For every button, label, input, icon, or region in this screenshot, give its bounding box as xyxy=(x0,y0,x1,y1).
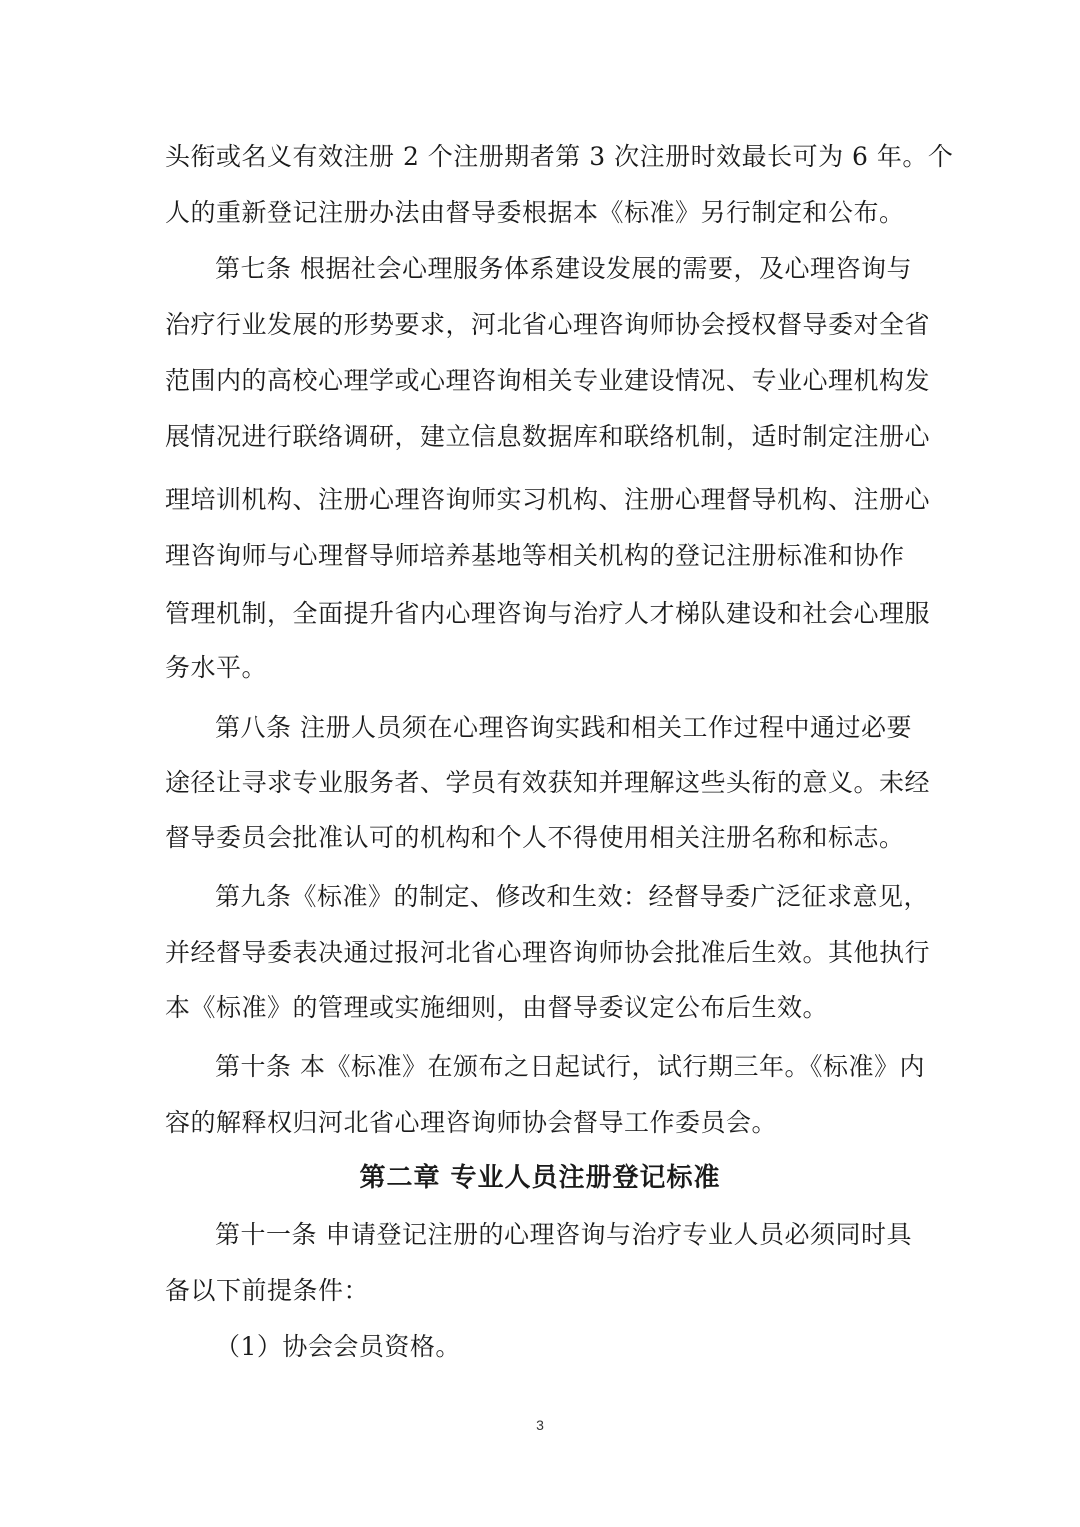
body-line: 本《标准》的管理或实施细则，由督导委议定公布后生效。 xyxy=(165,993,829,1022)
article-9-line: 第九条《标准》的制定、修改和生效：经督导委广泛征求意见， xyxy=(215,882,930,911)
body-line: 范围内的高校心理学或心理咨询相关专业建设情况、专业心理机构发 xyxy=(165,366,931,395)
body-line: 备以下前提条件： xyxy=(165,1276,370,1305)
body-line: 理培训机构、注册心理咨询师实习机构、注册心理督导机构、注册心 xyxy=(165,485,931,514)
body-line: 督导委员会批准认可的机构和个人不得使用相关注册名称和标志。 xyxy=(165,823,905,852)
body-line: 治疗行业发展的形势要求，河北省心理咨询师协会授权督导委对全省 xyxy=(165,310,931,339)
article-8-line: 第八条 注册人员须在心理咨询实践和相关工作过程中通过必要 xyxy=(215,713,912,742)
article-10-line: 第十条 本《标准》在颁布之日起试行，试行期三年。《标准》内 xyxy=(215,1052,925,1081)
body-line: 容的解释权归河北省心理咨询师协会督导工作委员会。 xyxy=(165,1108,778,1137)
page-number: 3 xyxy=(536,1417,544,1433)
article-7-line: 第七条 根据社会心理服务体系建设发展的需要，及心理咨询与 xyxy=(215,254,912,283)
chapter-heading: 第二章 专业人员注册登记标准 xyxy=(359,1163,721,1193)
body-line: 并经督导委表决通过报河北省心理咨询师协会批准后生效。其他执行 xyxy=(165,938,931,967)
body-line: 展情况进行联络调研，建立信息数据库和联络机制，适时制定注册心 xyxy=(165,422,931,451)
body-line: 理咨询师与心理督导师培养基地等相关机构的登记注册标准和协作 xyxy=(165,541,905,570)
article-11-line: 第十一条 申请登记注册的心理咨询与治疗专业人员必须同时具 xyxy=(215,1220,912,1249)
list-item: （1）协会会员资格。 xyxy=(215,1332,461,1361)
body-line: 头衔或名义有效注册 2 个注册期者第 3 次注册时效最长可为 6 年。个 xyxy=(165,142,954,171)
body-line: 人的重新登记注册办法由督导委根据本《标准》另行制定和公布。 xyxy=(165,198,905,227)
body-line: 途径让寻求专业服务者、学员有效获知并理解这些头衔的意义。未经 xyxy=(165,768,931,797)
body-line: 务水平。 xyxy=(165,653,268,682)
body-line: 管理机制，全面提升省内心理咨询与治疗人才梯队建设和社会心理服 xyxy=(165,599,931,628)
